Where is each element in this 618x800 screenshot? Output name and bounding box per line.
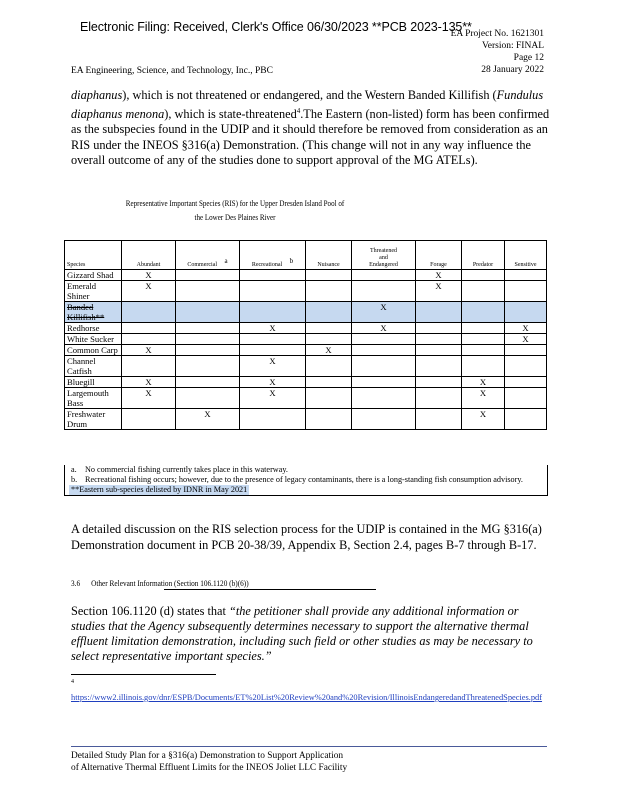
para1-t1: diaphanus	[71, 88, 123, 102]
species-cell: Emerald Shiner	[65, 281, 122, 302]
paragraph-section-106	[71, 604, 541, 664]
cell-abundant: X	[122, 377, 176, 388]
cell-commercial	[176, 334, 240, 345]
project-number: EA Project No. 1621301	[450, 29, 544, 39]
cell-sensitive	[505, 388, 547, 409]
table-notes	[64, 465, 548, 496]
cell-nuisance	[306, 281, 352, 302]
footnote-separator	[71, 674, 216, 675]
cell-abundant	[122, 409, 176, 430]
species-cell: Freshwater Drum	[65, 409, 122, 430]
section-title: Other Relevant Information (Section 106.1120 (b)(6))	[91, 578, 249, 588]
table-row	[65, 356, 547, 377]
cell-te	[352, 356, 416, 377]
para3-lead: Section 106.1120 (d) states that	[71, 604, 230, 618]
header-predator: Predator	[462, 241, 505, 270]
cell-sensitive: X	[505, 334, 547, 345]
table-caption	[71, 196, 399, 224]
cell-forage	[416, 356, 462, 377]
cell-nuisance	[306, 356, 352, 377]
note-b-text: Recreational fishing occurs; however, due to the presence of legacy contaminants, there is a long-standing fish consumption advisory.	[85, 475, 523, 484]
cell-te	[352, 281, 416, 302]
header-te-3: Endangered	[369, 262, 398, 268]
species-cell: Common Carp	[65, 345, 122, 356]
para1-t2: ), which is not threatened or endangered, and the Western Banded Killifish (	[122, 88, 497, 102]
header-nuisance: Nuisance	[306, 241, 352, 270]
cell-recreational	[240, 409, 306, 430]
cell-commercial	[176, 345, 240, 356]
table-row	[65, 388, 547, 409]
cell-sensitive: X	[505, 323, 547, 334]
project-info	[451, 28, 544, 76]
cell-sensitive	[505, 409, 547, 430]
cell-sensitive	[505, 345, 547, 356]
delist-note: **Eastern sub-species delisted by IDNR in May 2021	[71, 485, 248, 494]
table-row	[65, 345, 547, 356]
cell-abundant	[122, 334, 176, 345]
table-note-b	[65, 475, 547, 485]
document-date: 28 January 2022	[481, 65, 544, 75]
cell-commercial: X	[176, 409, 240, 430]
species-cell: Bluegill	[65, 377, 122, 388]
cell-recreational	[240, 270, 306, 281]
paragraph-ris-discussion: A detailed discussion on the RIS selection process for the UDIP is contained in the MG §316(a) Demonstration document in PCB 20-38/39, Appendix B, Section 2.4, pages B-7 through B-17.	[71, 522, 542, 552]
cell-commercial	[176, 356, 240, 377]
cell-te	[352, 388, 416, 409]
cell-recreational	[240, 345, 306, 356]
filing-stamp: Electronic Filing: Received, Clerk's Office 06/30/2023 **PCB 2023-135**	[80, 20, 472, 34]
cell-nuisance: X	[306, 345, 352, 356]
cell-recreational	[240, 334, 306, 345]
footnote-link[interactable]: https://www2.illinois.gov/dnr/ESPB/Documents/ET%20List%20Review%20and%20Revision/IllinoisEndangeredandThreatenedSpecies.pdf	[71, 693, 543, 702]
species-cell: White Sucker	[65, 334, 122, 345]
header-commercial	[176, 241, 240, 270]
cell-predator	[462, 356, 505, 377]
section-number: 3.6	[71, 578, 81, 588]
header-commercial-label: Commercial	[187, 262, 218, 268]
header-te-1: Threatened	[370, 248, 397, 254]
cell-nuisance	[306, 334, 352, 345]
cell-forage	[416, 302, 462, 323]
cell-te	[352, 345, 416, 356]
cell-nuisance	[306, 409, 352, 430]
header-sensitive: Sensitive	[505, 241, 547, 270]
table-row	[65, 334, 547, 345]
footnote-number: 4	[71, 679, 74, 685]
footnote-ref-4[interactable]: 4	[296, 106, 301, 115]
cell-predator: X	[462, 388, 505, 409]
ris-table	[64, 240, 547, 430]
header-species: Species	[65, 241, 122, 270]
cell-recreational: X	[240, 388, 306, 409]
note-b-key: b.	[71, 475, 78, 484]
cell-nuisance	[306, 323, 352, 334]
cell-predator	[462, 270, 505, 281]
cell-recreational: X	[240, 323, 306, 334]
species-cell: Gizzard Shad	[65, 270, 122, 281]
header-recreational-note: b	[289, 257, 294, 265]
species-cell: Redhorse	[65, 323, 122, 334]
caption-line-2: the Lower Des Plaines River	[194, 212, 276, 222]
cell-te: X	[352, 323, 416, 334]
cell-forage	[416, 377, 462, 388]
cell-commercial	[176, 323, 240, 334]
footer-line-1: Detailed Study Plan for a §316(a) Demonstration to Support Application	[71, 751, 344, 761]
cell-predator	[462, 302, 505, 323]
header-forage: Forage	[416, 241, 462, 270]
cell-nuisance	[306, 377, 352, 388]
cell-predator	[462, 345, 505, 356]
cell-predator	[462, 281, 505, 302]
cell-forage	[416, 345, 462, 356]
table-row	[65, 302, 547, 323]
species-cell: Banded Killifish**	[65, 302, 122, 323]
cell-abundant: X	[122, 345, 176, 356]
cell-predator: X	[462, 409, 505, 430]
cell-nuisance	[306, 302, 352, 323]
cell-abundant	[122, 302, 176, 323]
para1-t3: Fundulus diaphanus menona	[71, 88, 544, 121]
cell-te	[352, 377, 416, 388]
cell-te: X	[352, 302, 416, 323]
cell-sensitive	[505, 270, 547, 281]
section-heading	[71, 578, 249, 588]
header-recreational	[240, 241, 306, 270]
header-abundant: Abundant	[122, 241, 176, 270]
note-a-key: a.	[71, 465, 77, 474]
cell-te	[352, 334, 416, 345]
cell-sensitive	[505, 377, 547, 388]
cell-predator	[462, 334, 505, 345]
cell-forage	[416, 323, 462, 334]
para3-quote: “the petitioner shall provide any additional information or studies that the Agency subsequently determines necessary to support the alternative thermal effluent limitation demonstration, including such field or other studies as may be necessary to select representative important species.”	[71, 604, 533, 663]
cell-commercial	[176, 281, 240, 302]
species-cell: Channel Catfish	[65, 356, 122, 377]
cell-forage	[416, 409, 462, 430]
table-row	[65, 281, 547, 302]
table-header-row	[65, 241, 547, 270]
version: Version: FINAL	[481, 41, 544, 51]
section-underline	[164, 589, 376, 590]
company-name: EA Engineering, Science, and Technology, Inc., PBC	[71, 66, 273, 76]
para1-t4: ), which is state-threatened	[164, 106, 297, 121]
cell-abundant	[122, 356, 176, 377]
cell-abundant: X	[122, 270, 176, 281]
cell-forage	[416, 388, 462, 409]
cell-predator	[462, 323, 505, 334]
cell-commercial	[176, 388, 240, 409]
page-footer	[71, 750, 347, 774]
cell-sensitive	[505, 356, 547, 377]
cell-te	[352, 270, 416, 281]
cell-commercial	[176, 302, 240, 323]
table-row	[65, 377, 547, 388]
cell-nuisance	[306, 270, 352, 281]
footer-line-2: of Alternative Thermal Effluent Limits for the INEOS Joliet LLC Facility	[71, 763, 348, 773]
cell-recreational: X	[240, 356, 306, 377]
cell-nuisance	[306, 388, 352, 409]
table-row	[65, 409, 547, 430]
page-number: Page 12	[513, 53, 544, 63]
para1-t5: .The Eastern (non-listed) form has been confirmed as the subspecies found in the UDIP and it should therefore be removed from consideration as an RIS under the INEOS §316(a) Demonstration. (This change will not in any way influence the overall outcome of any of the studies done to support approval of the MG ATELs).	[71, 106, 550, 168]
cell-abundant: X	[122, 281, 176, 302]
cell-te	[352, 409, 416, 430]
caption-line-1: Representative Important Species (RIS) for the Upper Dresden Island Pool of	[125, 198, 345, 208]
cell-recreational: X	[240, 377, 306, 388]
cell-sensitive	[505, 281, 547, 302]
cell-forage: X	[416, 270, 462, 281]
cell-sensitive	[505, 302, 547, 323]
paragraph-killifish	[71, 88, 551, 169]
species-cell: Largemouth Bass	[65, 388, 122, 409]
header-commercial-note: a	[224, 257, 228, 265]
table-row	[65, 270, 547, 281]
header-te-2: and	[379, 255, 388, 261]
footer-rule	[71, 746, 547, 747]
header-threatened-endangered	[352, 241, 416, 270]
cell-forage	[416, 334, 462, 345]
cell-commercial	[176, 270, 240, 281]
table-note-a	[65, 465, 547, 475]
cell-recreational	[240, 281, 306, 302]
note-a-text: No commercial fishing currently takes place in this waterway.	[85, 465, 288, 474]
table-row	[65, 323, 547, 334]
cell-recreational	[240, 302, 306, 323]
cell-abundant: X	[122, 388, 176, 409]
header-recreational-label: Recreational	[251, 262, 283, 268]
cell-predator: X	[462, 377, 505, 388]
cell-forage: X	[416, 281, 462, 302]
cell-abundant	[122, 323, 176, 334]
cell-commercial	[176, 377, 240, 388]
